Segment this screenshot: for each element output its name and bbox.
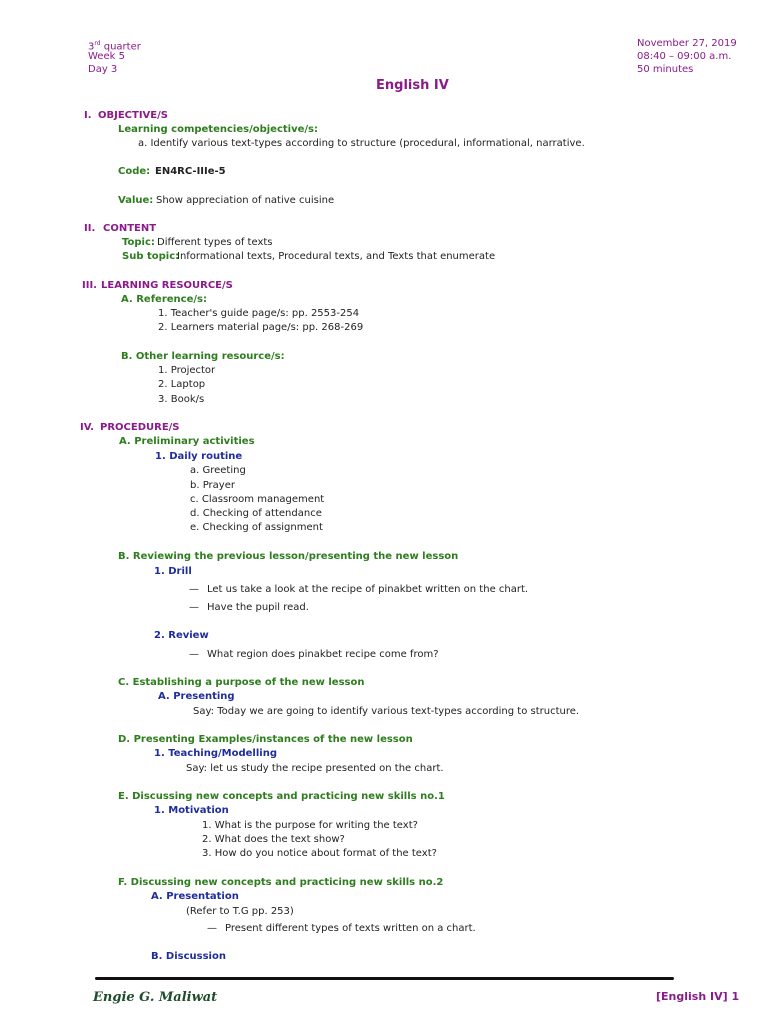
routine-item: e. Checking of assignment [190, 522, 323, 533]
motivation-item: 3. How do you notice about format of the text? [202, 848, 437, 859]
drill-label: 1. Drill [154, 566, 192, 577]
section-1-heading: OBJECTIVE/S [98, 110, 168, 121]
section-3-heading: LEARNING RESOURCE/S [101, 280, 233, 291]
quarter-label: 3rd quarter [88, 40, 141, 53]
daily-routine-label: 1. Daily routine [155, 451, 243, 462]
section-3-number: III. [82, 280, 97, 291]
section-4-number: IV. [80, 422, 94, 433]
code-label: Code: [118, 166, 151, 177]
subtopic-label: Sub topic: [122, 251, 180, 262]
presentation-reference: (Refer to T.G pp. 253) [186, 906, 294, 917]
resource-item: 2. Laptop [158, 379, 206, 390]
routine-item: c. Classroom management [190, 494, 325, 505]
presentation-item: Present different types of texts written on a chart. [225, 923, 476, 934]
reference-item: 2. Learners material page/s: pp. 268-269 [158, 322, 364, 333]
dash-bullet: — [189, 584, 199, 595]
section-2-heading: CONTENT [103, 223, 157, 234]
establishing-purpose-label: C. Establishing a purpose of the new lesson [118, 677, 365, 688]
other-resources-label: B. Other learning resource/s: [121, 351, 285, 362]
topic-text: Different types of texts [157, 237, 273, 248]
dash-bullet: — [207, 923, 217, 934]
motivation-item: 2. What does the text show? [202, 834, 345, 845]
references-label: A. Reference/s: [121, 294, 207, 305]
competency-item: a. Identify various text-types according to structure (procedural, informational, narrative. [138, 138, 585, 149]
topic-label: Topic: [122, 237, 155, 248]
resource-item: 3. Book/s [158, 394, 205, 405]
presenting-examples-label: D. Presenting Examples/instances of the new lesson [118, 734, 413, 745]
subtopic-text: Informational texts, Procedural texts, and Texts that enumerate [177, 251, 496, 262]
routine-item: a. Greeting [190, 465, 246, 476]
discussing-skills-1-label: E. Discussing new concepts and practicing new skills no.1 [118, 791, 445, 802]
reviewing-lesson-label: B. Reviewing the previous lesson/presenting the new lesson [118, 551, 459, 562]
preliminary-activities-label: A. Preliminary activities [119, 436, 255, 447]
date-label: November 27, 2019 [637, 38, 737, 49]
section-4-heading: PROCEDURE/S [100, 422, 180, 433]
learning-competencies-label: Learning competencies/objective/s: [118, 124, 318, 135]
teaching-text: Say: let us study the recipe presented on the chart. [186, 763, 444, 774]
page-footer-label: [English IV] 1 [656, 990, 740, 1003]
routine-item: d. Checking of attendance [190, 508, 322, 519]
section-2-number: II. [84, 223, 96, 234]
motivation-item: 1. What is the purpose for writing the text? [202, 820, 418, 831]
review-item: What region does pinakbet recipe come from? [207, 649, 439, 660]
routine-item: b. Prayer [190, 480, 235, 491]
time-label: 08:40 – 09:00 a.m. [637, 51, 732, 62]
resource-item: 1. Projector [158, 365, 216, 376]
discussing-skills-2-label: F. Discussing new concepts and practicing new skills no.2 [118, 877, 444, 888]
section-1-number: I. [84, 110, 92, 121]
review-label: 2. Review [154, 630, 209, 641]
dash-bullet: — [189, 602, 199, 613]
teaching-modelling-label: 1. Teaching/Modelling [154, 748, 277, 759]
value-text: Show appreciation of native cuisine [156, 195, 335, 206]
reference-item: 1. Teacher's guide page/s: pp. 2553-254 [158, 308, 360, 319]
code-value: EN4RC-IIIe-5 [155, 166, 226, 177]
week-label: Week 5 [88, 51, 125, 62]
discussion-label: B. Discussion [151, 951, 226, 962]
presenting-text: Say: Today we are going to identify various text-types according to structure. [193, 706, 580, 717]
presenting-label: A. Presenting [158, 691, 235, 702]
motivation-label: 1. Motivation [154, 805, 229, 816]
author-signature: Engie G. Maliwat [93, 990, 218, 1005]
drill-item: Let us take a look at the recipe of pinakbet written on the chart. [207, 584, 529, 595]
value-label: Value: [118, 195, 154, 206]
footer-divider [95, 977, 674, 980]
drill-item: Have the pupil read. [207, 602, 309, 613]
day-label: Day 3 [88, 64, 118, 75]
duration-label: 50 minutes [637, 64, 694, 75]
page-title: English IV [376, 78, 449, 93]
dash-bullet: — [189, 649, 199, 660]
presentation-label: A. Presentation [151, 891, 239, 902]
